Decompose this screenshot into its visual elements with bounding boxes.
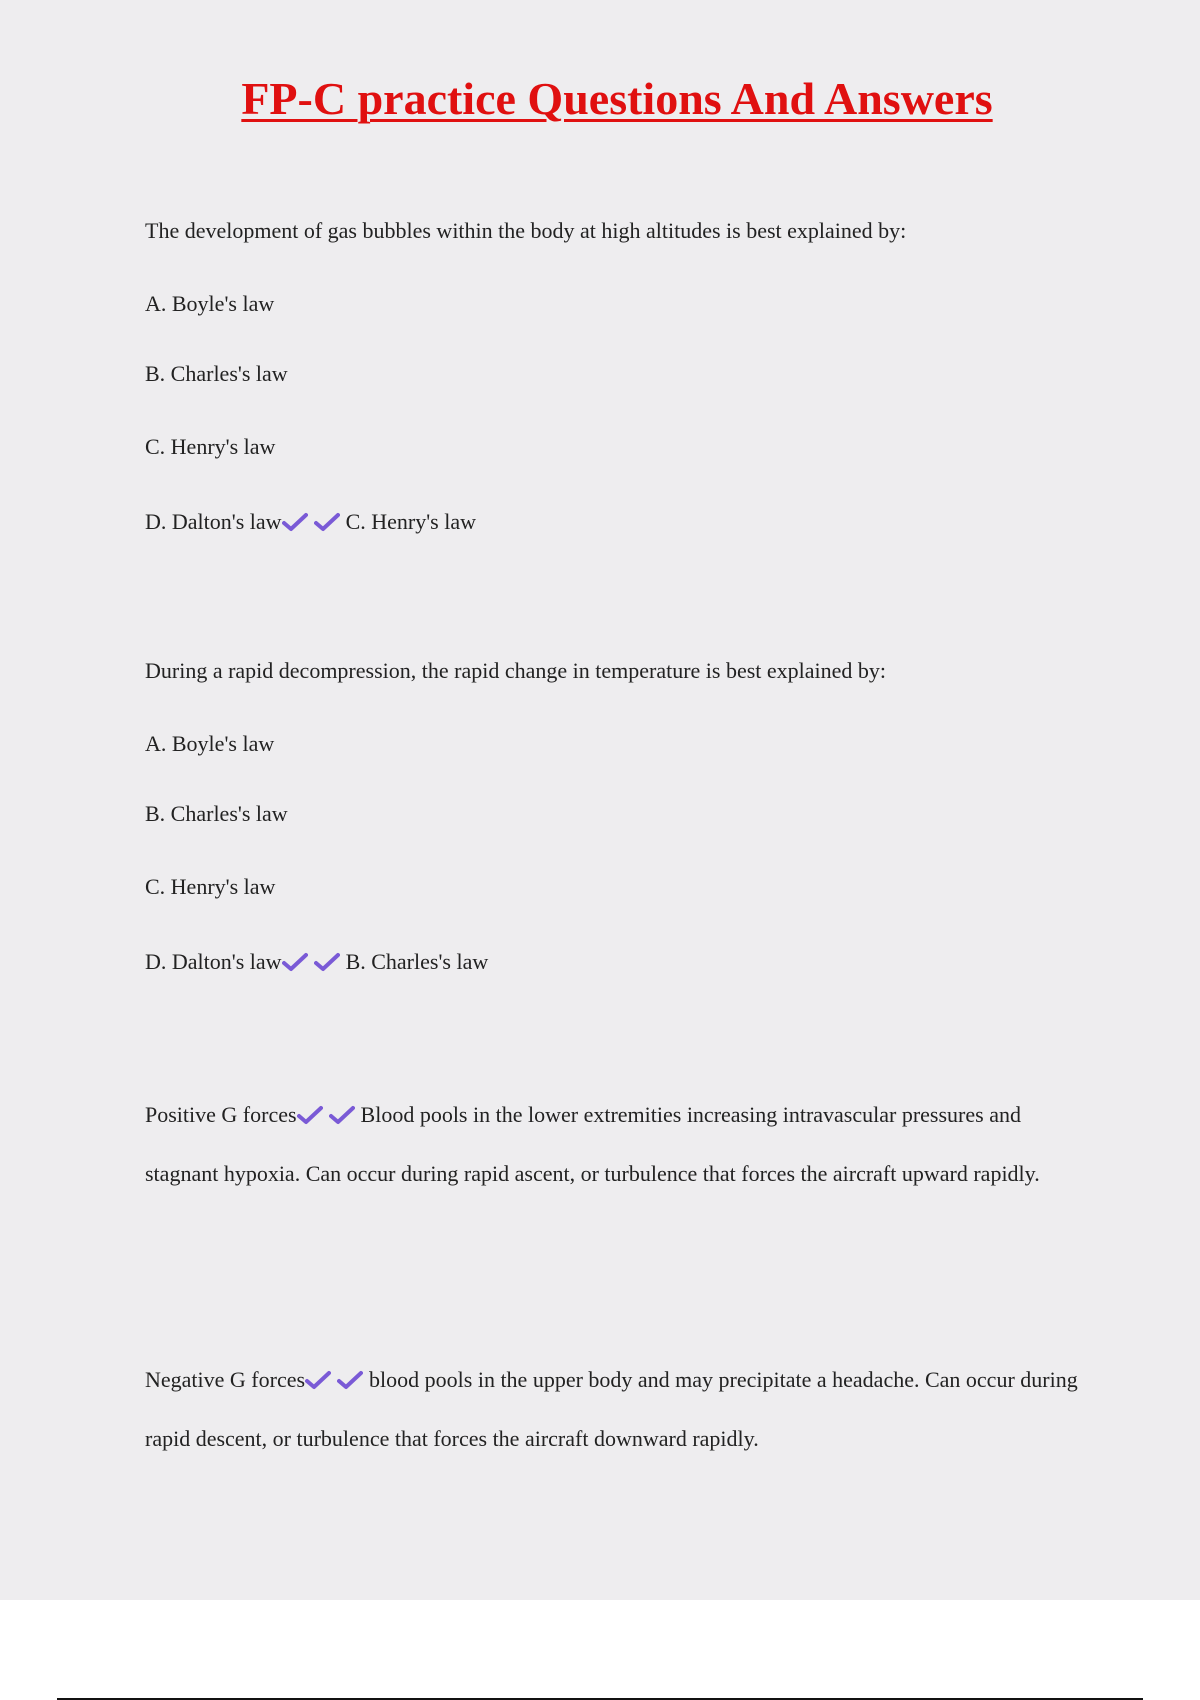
definition-1-term: Positive G forces xyxy=(145,1102,297,1127)
check-icon xyxy=(329,1105,355,1125)
question-1-option-b: B. Charles's law xyxy=(145,361,288,386)
question-1-answer: C. Henry's law xyxy=(345,509,477,534)
definition-2-term: Negative G forces xyxy=(145,1367,306,1392)
check-icon xyxy=(337,1370,363,1390)
definition-positive-g-forces xyxy=(145,1085,1090,1203)
question-2-prompt: During a rapid decompression, the rapid change in temperature is best explained by: xyxy=(145,658,887,683)
question-2-option-d: D. Dalton's law xyxy=(145,949,282,974)
check-icon xyxy=(297,1105,323,1125)
question-2-option-a: A. Boyle's law xyxy=(145,731,275,756)
question-2-option-c: C. Henry's law xyxy=(145,874,276,899)
question-1-option-d: D. Dalton's law xyxy=(145,509,282,534)
question-1-option-d-with-answer xyxy=(145,507,476,537)
question-1-option-c: C. Henry's law xyxy=(145,434,276,459)
check-icon xyxy=(314,952,340,972)
check-icon xyxy=(282,952,308,972)
question-2-option-b: B. Charles's law xyxy=(145,801,288,826)
definition-negative-g-forces xyxy=(145,1350,1090,1468)
definition-2-text: blood pools in the upper body and may precipitate a headache. Can occur during rapid descent, or turbulence that forces the aircraft downward rapidly. xyxy=(145,1367,1078,1451)
definition-1-text: Blood pools in the lower extremities increasing intravascular pressures and stagnant hypoxia. Can occur during rapid ascent, or turbulence that forces the aircraft upward rapidly. xyxy=(145,1102,1040,1186)
question-1-option-a: A. Boyle's law xyxy=(145,291,275,316)
check-icon xyxy=(282,512,308,532)
check-icon xyxy=(305,1370,331,1390)
question-2-answer: B. Charles's law xyxy=(345,949,489,974)
question-1-prompt: The development of gas bubbles within the body at high altitudes is best explained by: xyxy=(145,218,907,243)
question-2-option-d-with-answer xyxy=(145,947,488,977)
document-title: FP-C practice Questions And Answers xyxy=(241,73,993,124)
check-icon xyxy=(314,512,340,532)
